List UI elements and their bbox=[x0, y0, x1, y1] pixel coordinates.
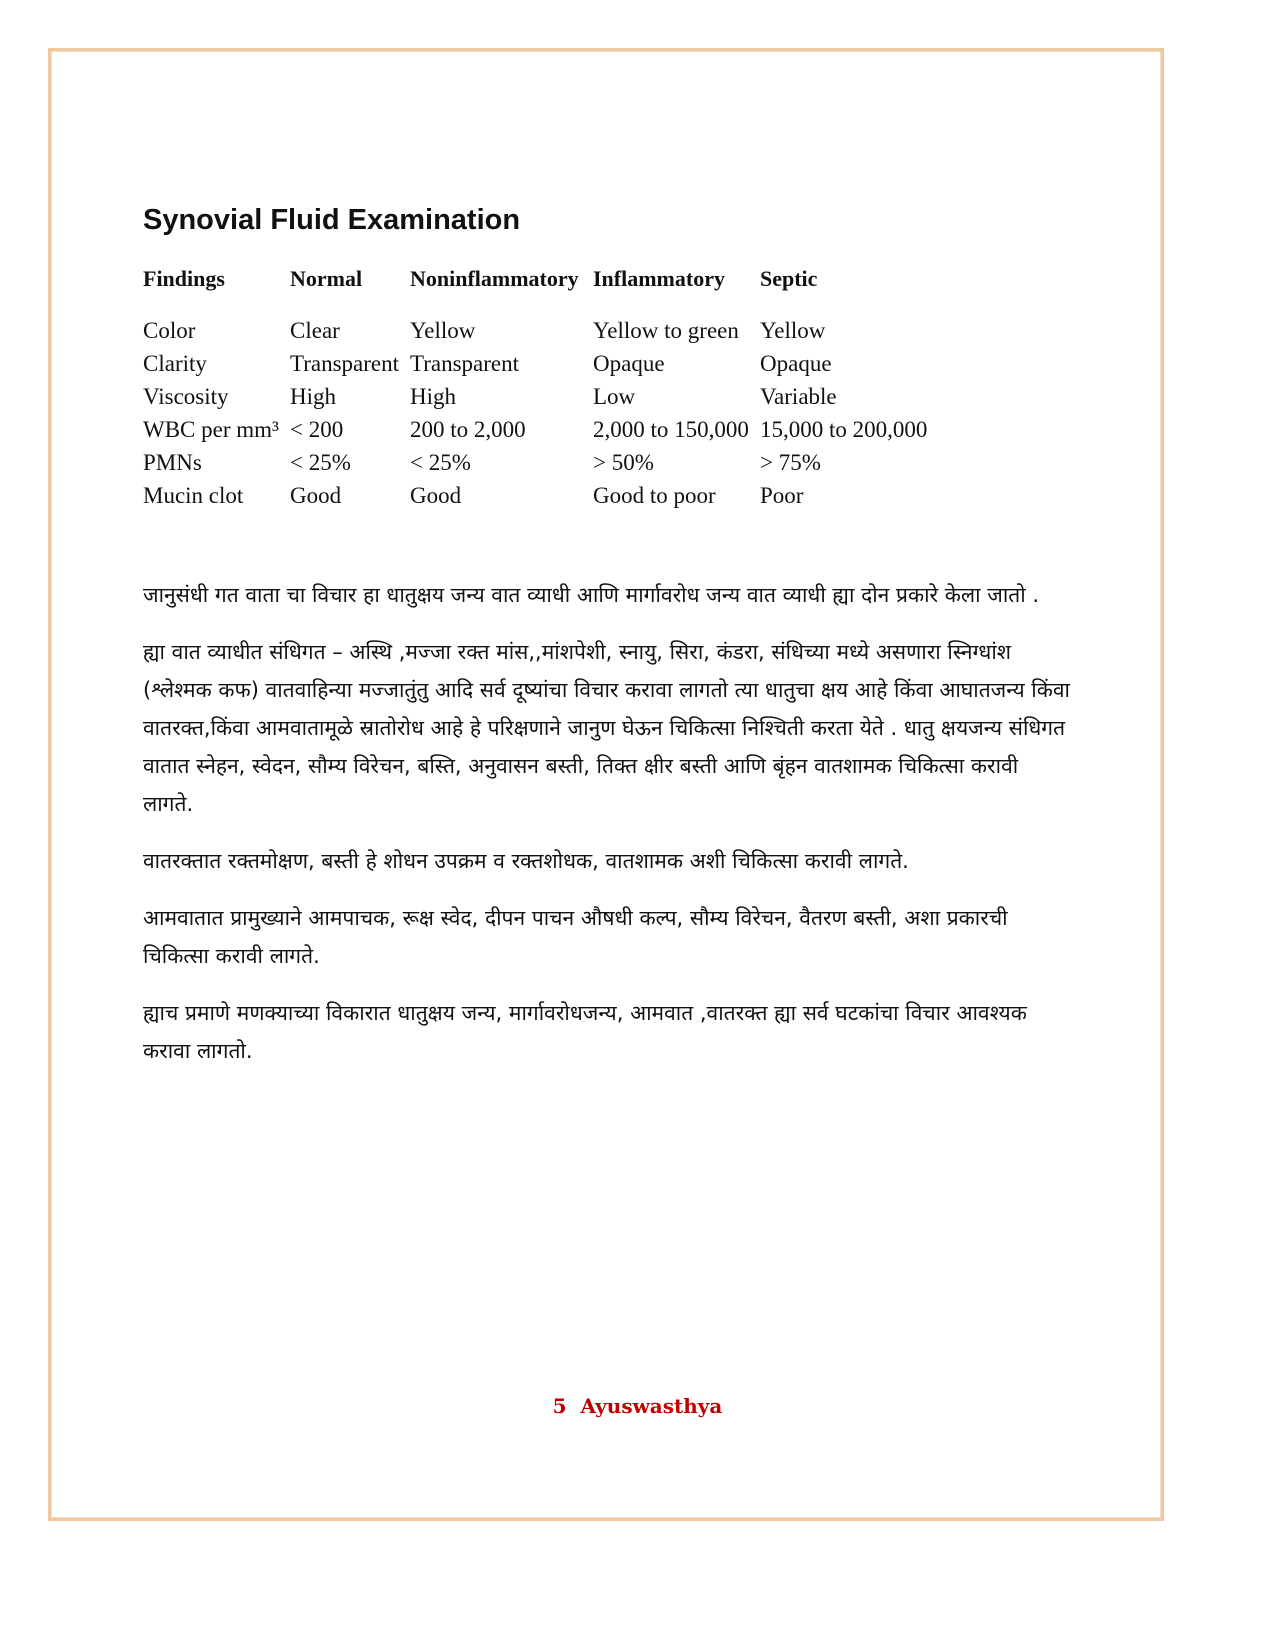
table-cell: Good to poor bbox=[593, 483, 716, 508]
table-cell: Low bbox=[593, 384, 636, 409]
table-cell: Variable bbox=[760, 384, 837, 409]
footer-brand: Ayuswasthya bbox=[580, 1394, 723, 1418]
table-header-cell: Septic bbox=[760, 266, 818, 291]
paragraph: वातरक्तात रक्तमोक्षण, बस्ती हे शोधन उपक्रम व रक्तशोधक, वातशामक अशी चिकित्सा करावी लागते. bbox=[143, 849, 909, 873]
table-row bbox=[143, 351, 1103, 384]
table-cell: Transparent bbox=[410, 351, 520, 376]
table-cell: Yellow bbox=[760, 318, 826, 343]
table-header-row bbox=[143, 266, 1103, 318]
table-cell: 2,000 to 150,000 bbox=[593, 417, 749, 442]
synovial-fluid-table bbox=[143, 266, 1103, 516]
table-cell: Mucin clot bbox=[143, 483, 244, 508]
table-row bbox=[143, 483, 1103, 516]
table-header-cell: Noninflammatory bbox=[410, 266, 579, 291]
table-header-cell: Findings bbox=[143, 266, 225, 291]
table-cell: > 75% bbox=[760, 450, 821, 475]
table-cell: High bbox=[290, 384, 336, 409]
table-cell: Yellow to green bbox=[593, 318, 739, 343]
table-cell: Color bbox=[143, 318, 196, 343]
table-cell: < 200 bbox=[290, 417, 344, 442]
table-header-cell: Normal bbox=[290, 266, 363, 291]
body-text bbox=[143, 576, 1073, 1089]
table-cell: Viscosity bbox=[143, 384, 229, 409]
table-cell: Opaque bbox=[760, 351, 832, 376]
table-cell: Good bbox=[410, 483, 462, 508]
table-cell: Transparent bbox=[290, 351, 400, 376]
table-cell: Clear bbox=[290, 318, 340, 343]
table-cell: PMNs bbox=[143, 450, 202, 475]
table-cell: WBC per mm³ bbox=[143, 417, 279, 442]
paragraph: जानुसंधी गत वाता चा विचार हा धातुक्षय जन्य वात व्याधी आणि मार्गावरोध जन्य वात व्याधी ह्या दोन प्रकारे केला जातो . bbox=[143, 583, 1040, 607]
table-cell: Opaque bbox=[593, 351, 665, 376]
table-cell: > 50% bbox=[593, 450, 654, 475]
page-number: 5 bbox=[552, 1394, 567, 1418]
table-cell: < 25% bbox=[410, 450, 471, 475]
table-cell: Poor bbox=[760, 483, 804, 508]
table-cell: < 25% bbox=[290, 450, 351, 475]
table-cell: Good bbox=[290, 483, 342, 508]
paragraph: ह्या वात व्याधीत संधिगत – अस्थि ,मज्जा रक्त मांस,,मांशपेशी, स्नायु, सिरा, कंडरा, संधिच्या मध्ये असणारा स्निग्धांश (श्लेश्मक कफ) वातवाहिन्या मज्जातुंतु आदि सर्व दूष्यांचा विचार करावा लागतो त्या धातुचा क्षय आहे किंवा आघातजन्य किंवा वातरक्त,किंवा आमवातामूळे स्रातोरोध आहे हे परिक्षणाने जानुण घेऊन चिकित्सा निश्चिती करता येते . धातु क्षयजन्य संधिगत वातात स्नेहन, स्वेदन, सौम्य विरेचन, बस्ति, अनुवासन बस्ती, तिक्त क्षीर बस्ती आणि बृंहन वातशामक चिकित्सा करावी लागते. bbox=[143, 640, 1070, 816]
paragraph: ह्याच प्रमाणे मणक्याच्या विकारात धातुक्षय जन्य, मार्गावरोधजन्य, आमवात ,वातरक्त ह्या सर्व घटकांचा विचार आवश्यक करावा लागतो. bbox=[143, 1001, 1027, 1063]
table-row bbox=[143, 450, 1103, 483]
table-row bbox=[143, 384, 1103, 417]
table-cell: 200 to 2,000 bbox=[410, 417, 526, 442]
table-cell: High bbox=[410, 384, 456, 409]
table-header-cell: Inflammatory bbox=[593, 266, 725, 291]
table-cell: Yellow bbox=[410, 318, 476, 343]
page-title: Synovial Fluid Examination bbox=[143, 204, 521, 236]
table-cell: 15,000 to 200,000 bbox=[760, 417, 928, 442]
page-footer bbox=[0, 1394, 1275, 1418]
table-row bbox=[143, 417, 1103, 450]
table-cell: Clarity bbox=[143, 351, 207, 376]
table-row bbox=[143, 318, 1103, 351]
paragraph: आमवातात प्रामुख्याने आमपाचक, रूक्ष स्वेद, दीपन पाचन औषधी कल्प, सौम्य विरेचन, वैतरण बस्ती, अशा प्रकारची चिकित्सा करावी लागते. bbox=[143, 906, 1008, 968]
